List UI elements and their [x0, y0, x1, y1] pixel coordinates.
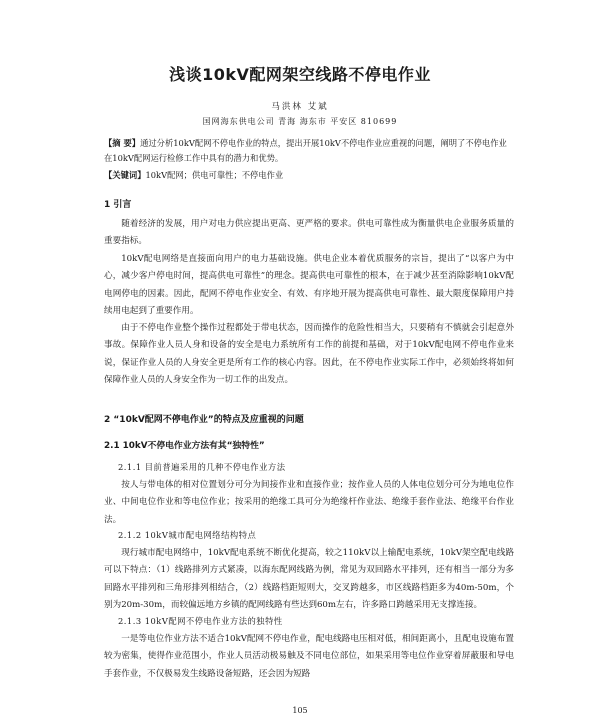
abstract — [104, 136, 514, 166]
page-number: 105 — [292, 706, 308, 715]
keywords-label: 【关键词】 — [104, 170, 146, 180]
section-2-1-2-heading: 2.1.2 10kV城市配电网络结构特点 — [118, 530, 257, 540]
section-2-1-3-heading: 2.1.3 10kV配网不停电作业方法的独特性 — [118, 616, 283, 626]
section-2-1-1-paragraph: 按人与带电体的相对位置划分可分为间接作业和直接作业；按作业人员的人体电位划分可分为地电位作业、中间电位作业和等电位作业；按采用的绝缘工具可分为绝缘杆作业法、绝缘手套作业法、绝缘平台作业法。 — [104, 480, 514, 525]
section-2-1-3-paragraph: 一是等电位作业方法不适合10kV配网不停电作业，配电线路电压相对低，相间距离小，且配电设施布置较为密集，使得作业范围小，作业人员活动极易触及不同电位部位，如果采用等电位作业穿着屏蔽服和导电手套作业，不仅极易发生线路设备短路，还会因为短路 — [104, 634, 514, 679]
section-2-1-1-heading: 2.1.1 目前普遍采用的几种不停电作业方法 — [118, 462, 286, 472]
section-2-heading: 2 “10kV配网不停电作业”的特点及应重视的问题 — [104, 415, 304, 425]
section-2-1-2-paragraph: 现行城市配电网络中，10kV配电系统不断优化提高，较之110kV以上输配电系统，10kV架空配电线路可以下特点：（1）线路排列方式紧凑，以海东配网线路为例，常见为双回路水平排列，还有相当一部分为多回路水平排列和三角形排列相结合，（2）线路档距短则大，交叉跨越多，市区线路档距多为40m-50m，个别为20m-30m，而较偏远地方乡镇的配网线路有些达到60m左右，许多路口跨越采用无支撑连接。 — [104, 548, 514, 611]
paper-affiliation: 国网海东供电公司 青海 海东市 平安区 810699 — [202, 117, 398, 126]
paper-title: 浅谈10kV配网架空线路不停电作业 — [169, 65, 431, 84]
section-2-1-heading: 2.1 10kV不停电作业方法有其“独特性” — [104, 441, 265, 451]
keywords-text: 10kV配网；供电可靠性；不停电作业 — [145, 170, 284, 180]
section-1-paragraph-2: 10kV配电网络是直接面向用户的电力基础设施。供电企业本着优质服务的宗旨，提出了“以客户为中心，减少客户停电时间，提高供电可靠性”的理念。提高供电可靠性的根本，在于减少甚至消除影响10kV配电网停电的因素。因此，配网不停电作业安全、有效、有序地开展为提高供电可靠性、最大限度保障用户持续用电起到了重要作用。 — [104, 254, 514, 317]
section-1-paragraph-3: 由于不停电作业整个操作过程都处于带电状态，因而操作的危险性相当大，只要稍有不慎就会引起意外事故。保障作业人员人身和设备的安全是电力系统所有工作的前提和基础，对于10kV配电网不停电作业来说，保证作业人员的人身安全更是所有工作的核心内容。因此，在不停电作业实际工作中，必须始终将如何保障作业人员的人身安全作为一切工作的出发点。 — [104, 323, 514, 386]
section-1-paragraph-1: 随着经济的发展，用户对电力供应提出更高、更严格的要求。供电可靠性成为衡量供电企业服务质量的重要指标。 — [104, 219, 514, 247]
paper-authors: 马洪林 艾斌 — [271, 102, 329, 112]
abstract-label: 【摘 要】 — [104, 138, 141, 148]
keywords — [104, 168, 514, 183]
section-1-heading: 1 引言 — [104, 200, 132, 210]
abstract-text: 通过分析10kV配网不停电作业的特点，提出开展10kV不停电作业应重视的问题，阐明了不停电作业在10kV配网运行检修工作中具有的潜力和优势。 — [104, 138, 507, 163]
